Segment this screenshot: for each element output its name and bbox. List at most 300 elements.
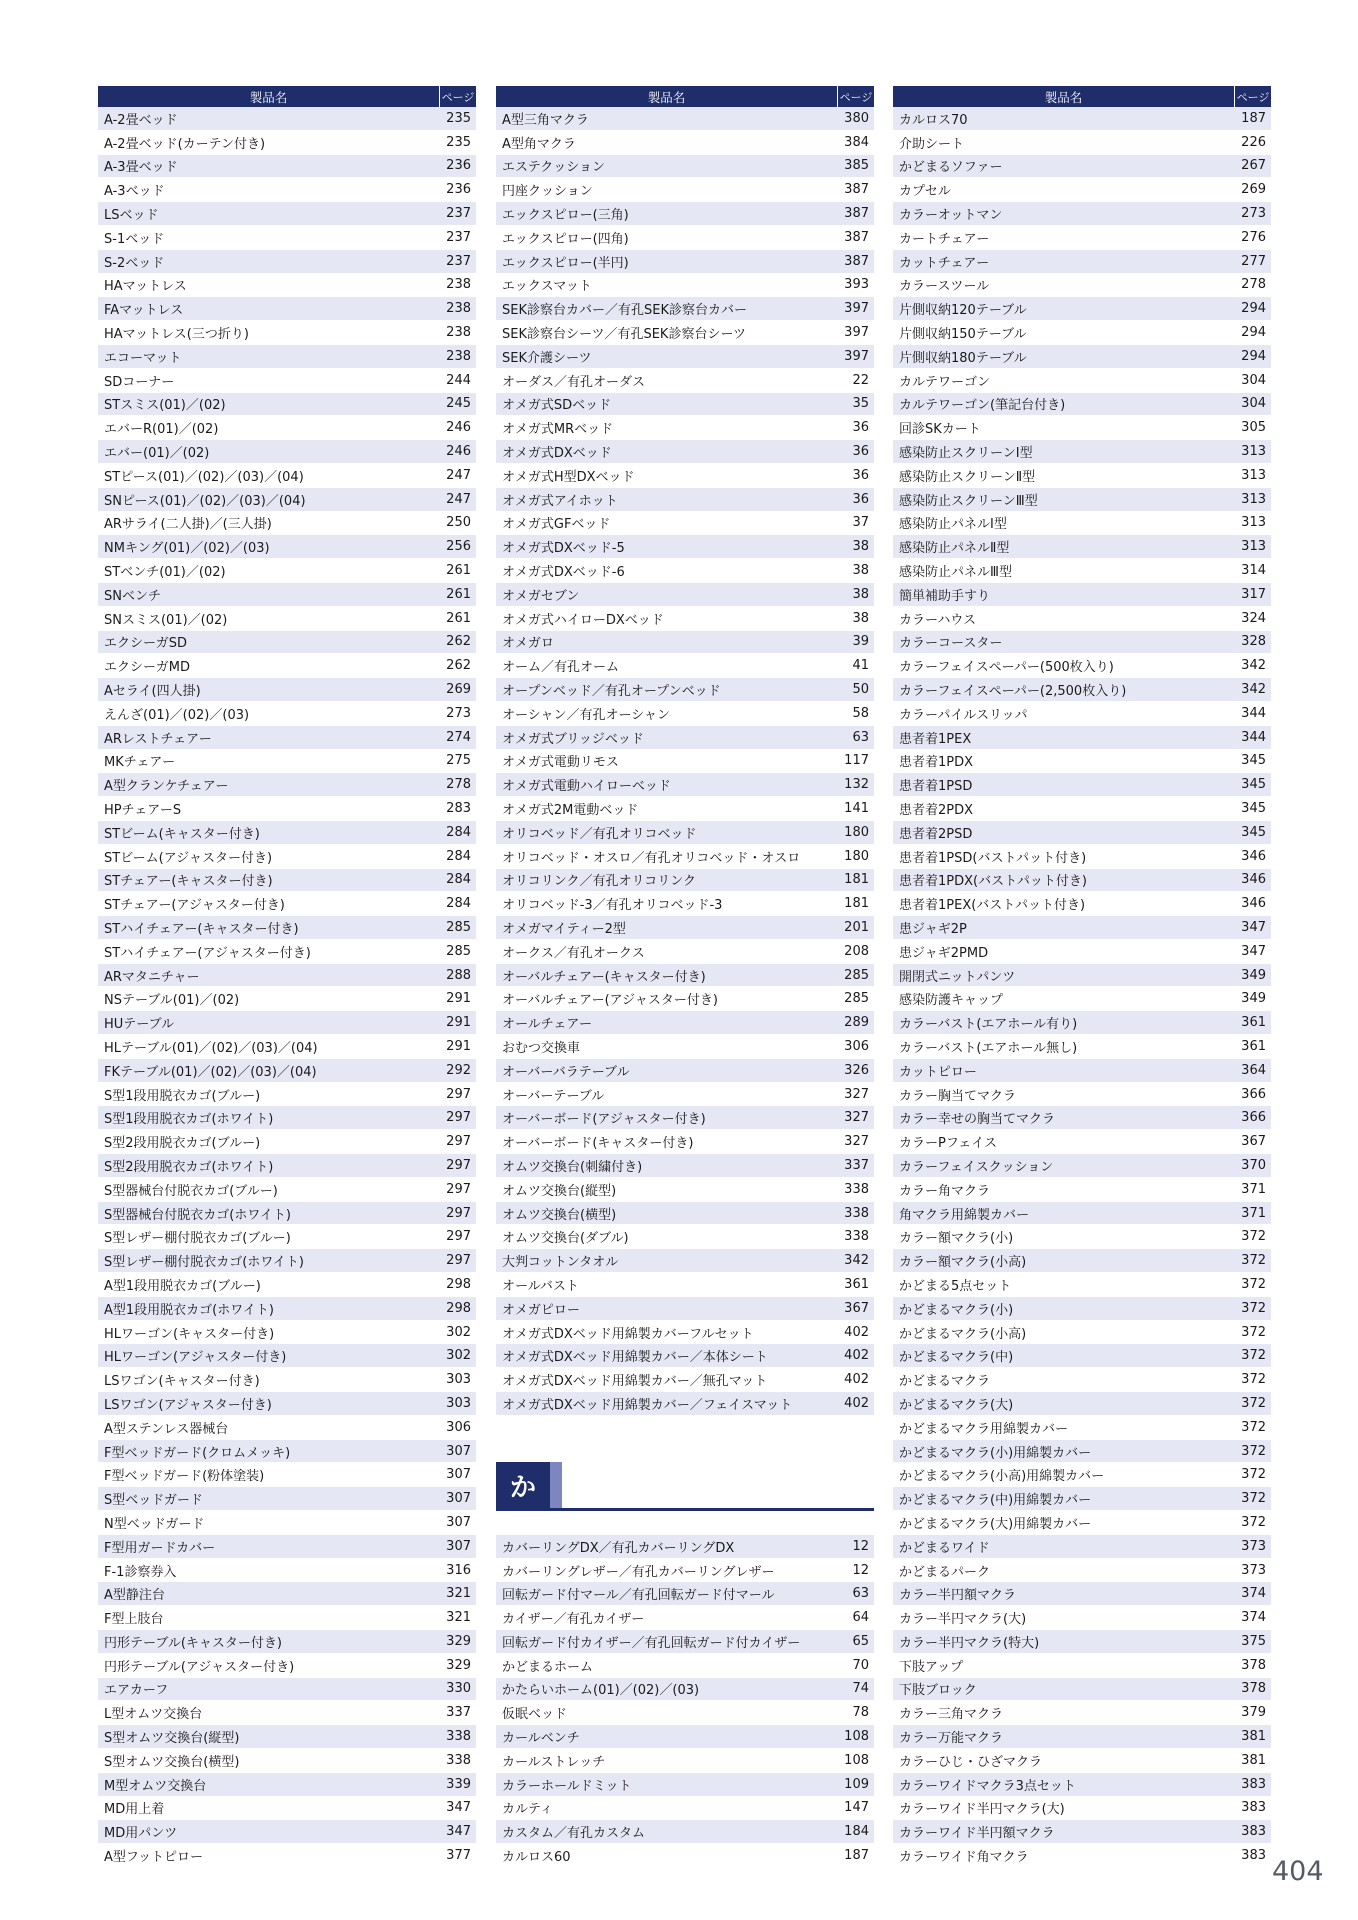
page-ref: 262 — [446, 634, 471, 650]
page-ref: 184 — [844, 1824, 869, 1840]
table-row — [893, 1178, 1271, 1202]
table-row — [98, 1154, 476, 1178]
table-row — [893, 1606, 1271, 1630]
table-row — [496, 1582, 874, 1606]
table-row — [496, 964, 874, 988]
product-name: オムツ交換台(ダブル) — [502, 1231, 629, 1247]
product-name: S型器械台付脱衣カゴ(ブルー) — [104, 1183, 278, 1199]
page-ref: 297 — [446, 1229, 471, 1245]
page-ref: 397 — [844, 348, 869, 364]
table-row — [893, 226, 1271, 250]
page-ref: 305 — [1241, 420, 1266, 436]
product-name: オメガ式電動リモス — [502, 755, 619, 771]
table-row — [496, 678, 874, 702]
page-ref: 372 — [1241, 1467, 1266, 1483]
page-ref: 226 — [1241, 134, 1266, 150]
page-ref: 381 — [1241, 1729, 1266, 1745]
product-name: カスタム／有孔カスタム — [502, 1826, 646, 1842]
page-ref: 285 — [844, 991, 869, 1007]
product-name: カラーひじ・ひざマクラ — [899, 1754, 1043, 1770]
table-row — [496, 892, 874, 916]
table-row — [496, 440, 874, 464]
page-ref: 402 — [844, 1372, 869, 1388]
product-name: 患ジャギ2P — [899, 921, 967, 937]
product-name: おむつ交換車 — [502, 1040, 581, 1056]
product-name: カラーホールドミット — [502, 1778, 632, 1794]
page-ref: 285 — [446, 919, 471, 935]
product-name: カラー万能マクラ — [899, 1731, 1004, 1747]
table-row — [893, 1225, 1271, 1249]
table-row — [893, 678, 1271, 702]
table-row — [496, 155, 874, 179]
table-row — [893, 1844, 1271, 1868]
table-row — [893, 845, 1271, 869]
page-ref: 387 — [844, 253, 869, 269]
page-ref: 344 — [1241, 729, 1266, 745]
page-ref: 372 — [1241, 1276, 1266, 1292]
product-name: カルロス60 — [502, 1850, 571, 1866]
table-row — [98, 1011, 476, 1035]
page-ref: 338 — [446, 1729, 471, 1745]
table-row — [496, 1559, 874, 1583]
table-row — [98, 1749, 476, 1773]
table-body — [893, 107, 1271, 1868]
product-name: オールチェアー — [502, 1017, 592, 1033]
product-name: カルロス70 — [899, 112, 968, 128]
table-row — [893, 274, 1271, 298]
table-row — [496, 940, 874, 964]
table-row — [893, 750, 1271, 774]
product-name: オーバーボード(アジャスター付き) — [502, 1112, 706, 1128]
page-ref: 372 — [1241, 1253, 1266, 1269]
page-ref: 372 — [1241, 1372, 1266, 1388]
page-ref: 39 — [852, 634, 869, 650]
table-row — [98, 226, 476, 250]
product-name: 感染防止スクリーンⅢ型 — [899, 493, 1038, 509]
product-name: カルテワーゴン(筆記台付き) — [899, 398, 1066, 414]
page-ref: 387 — [844, 206, 869, 222]
product-name: オメガ式SDベッド — [502, 398, 612, 414]
table-row — [98, 1106, 476, 1130]
table-row — [893, 1654, 1271, 1678]
page-ref: 307 — [446, 1491, 471, 1507]
product-name: オメガ式電動ハイローベッド — [502, 779, 671, 795]
table-row — [98, 1059, 476, 1083]
page-ref: 347 — [446, 1800, 471, 1816]
page-ref: 347 — [1241, 919, 1266, 935]
page-ref: 372 — [1241, 1514, 1266, 1530]
product-name: カラーワイド半円額マクラ — [899, 1826, 1055, 1842]
product-name: HLワーゴン(アジャスター付き) — [104, 1350, 287, 1366]
product-name: オメガ式DXベッド用綿製カバーフルセット — [502, 1326, 754, 1342]
product-name: カラー額マクラ(小高) — [899, 1255, 1027, 1271]
product-name: F-1診察券入 — [104, 1564, 177, 1580]
table-body — [98, 107, 476, 1868]
spacer-row — [496, 1511, 874, 1535]
product-name: かどまるホーム — [502, 1659, 594, 1675]
product-name: オーダス／有孔オーダス — [502, 374, 646, 390]
product-name: カバーリングレザー／有孔カバーリングレザー — [502, 1564, 775, 1580]
table-row — [893, 393, 1271, 417]
page-ref: 303 — [446, 1372, 471, 1388]
page-ref: 297 — [446, 1110, 471, 1126]
product-name: カラーフェイスペーパー(2,500枚入り) — [899, 684, 1127, 700]
page-ref: 108 — [844, 1729, 869, 1745]
product-name: カラー半円額マクラ — [899, 1588, 1017, 1604]
product-name: カラー半円マクラ(特大) — [899, 1635, 1040, 1651]
table-row — [893, 107, 1271, 131]
product-name: オメガ式MRベッド — [502, 422, 614, 438]
table-row — [893, 726, 1271, 750]
product-name: カラーコースター — [899, 636, 1003, 652]
page-ref: 372 — [1241, 1395, 1266, 1411]
table-row — [893, 964, 1271, 988]
table-row — [98, 1273, 476, 1297]
table-row — [893, 654, 1271, 678]
product-name: オメガロ — [502, 636, 554, 652]
table-row — [893, 1368, 1271, 1392]
table-row — [496, 274, 874, 298]
product-name: STチェアー(アジャスター付き) — [104, 898, 285, 914]
table-row — [893, 416, 1271, 440]
page-ref: 274 — [446, 729, 471, 745]
product-name: カラーワイド角マクラ — [899, 1850, 1029, 1866]
table-row — [893, 702, 1271, 726]
page-ref: 338 — [844, 1181, 869, 1197]
product-name: カルティ — [502, 1802, 553, 1818]
table-row — [98, 940, 476, 964]
table-row — [98, 1844, 476, 1868]
table-row — [893, 1154, 1271, 1178]
product-name: F型ベッドガード(粉体塗装) — [104, 1469, 265, 1485]
table-row — [893, 535, 1271, 559]
table-row — [98, 178, 476, 202]
product-table-column-2 — [496, 86, 874, 1868]
table-row — [893, 1559, 1271, 1583]
table-row — [496, 1606, 874, 1630]
product-name: 患者着1PSD — [899, 779, 973, 795]
table-row — [98, 1630, 476, 1654]
product-name: カラーフェイスペーパー(500枚入り) — [899, 660, 1114, 676]
product-name: エバーR(01)／(02) — [104, 422, 219, 438]
product-name: かどまるマクラ(小) — [899, 1302, 1014, 1318]
product-name: えんざ(01)／(02)／(03) — [104, 707, 250, 723]
table-row — [496, 1178, 874, 1202]
page-ref: 346 — [1241, 848, 1266, 864]
page-ref: 36 — [852, 444, 869, 460]
page-ref: 117 — [844, 753, 869, 769]
product-name: A型ステンレス器械台 — [104, 1421, 229, 1437]
table-row — [98, 559, 476, 583]
table-row — [98, 297, 476, 321]
product-name: カイザー／有孔カイザー — [502, 1612, 645, 1628]
product-name: かどまるワイド — [899, 1540, 990, 1556]
product-name: L型オムツ交換台 — [104, 1707, 203, 1723]
page-ref: 342 — [844, 1253, 869, 1269]
table-row — [496, 1130, 874, 1154]
page-ref: 383 — [1241, 1800, 1266, 1816]
product-name: オムツ交換台(縦型) — [502, 1183, 617, 1199]
product-name: オーバーバラテーブル — [502, 1064, 630, 1080]
page-ref: 38 — [852, 563, 869, 579]
product-name: カラー額マクラ(小) — [899, 1231, 1014, 1247]
product-name: FAマットレス — [104, 303, 184, 319]
table-row — [496, 1297, 874, 1321]
table-row — [893, 464, 1271, 488]
table-row — [496, 178, 874, 202]
table-row — [893, 583, 1271, 607]
table-row — [98, 869, 476, 893]
product-name: SDコーナー — [104, 374, 175, 390]
product-name: オメガ式DXベッド — [502, 446, 612, 462]
table-body — [496, 1535, 874, 1868]
page-ref: 378 — [1241, 1657, 1266, 1673]
product-name: Aセライ(四人掛) — [104, 684, 201, 700]
page-ref: 304 — [1241, 396, 1266, 412]
table-row — [893, 1321, 1271, 1345]
table-row — [893, 250, 1271, 274]
page-ref: 383 — [1241, 1848, 1266, 1864]
page-ref: 344 — [1241, 705, 1266, 721]
product-name: オメガ式ブリッジベッド — [502, 731, 644, 747]
product-name: 患者着1PEX — [899, 731, 972, 747]
page-ref: 247 — [446, 491, 471, 507]
page-ref: 294 — [1241, 325, 1266, 341]
product-name: F型上肢台 — [104, 1612, 164, 1628]
page-ref: 380 — [844, 110, 869, 126]
product-name: A型クランケチェアー — [104, 779, 229, 795]
table-row — [893, 1344, 1271, 1368]
table-row — [98, 654, 476, 678]
product-name: F型用ガードカバー — [104, 1540, 216, 1556]
table-row — [893, 1392, 1271, 1416]
table-row — [893, 773, 1271, 797]
page-ref: 38 — [852, 539, 869, 555]
table-row — [893, 1773, 1271, 1797]
product-name: オールバスト — [502, 1278, 579, 1294]
page-ref: 370 — [1241, 1157, 1266, 1173]
page-ref: 313 — [1241, 467, 1266, 483]
table-row — [98, 155, 476, 179]
product-name: 感染防止パネルⅡ型 — [899, 541, 1010, 557]
product-table-column-3 — [893, 86, 1271, 1868]
table-row — [893, 1463, 1271, 1487]
page-ref: 346 — [1241, 896, 1266, 912]
page-ref: 273 — [446, 705, 471, 721]
page-ref: 285 — [844, 967, 869, 983]
product-name: S型2段用脱衣カゴ(ブルー) — [104, 1136, 261, 1152]
page-ref: 374 — [1241, 1586, 1266, 1602]
page-ref: 374 — [1241, 1610, 1266, 1626]
table-row — [893, 797, 1271, 821]
table-row — [98, 440, 476, 464]
page-ref: 244 — [446, 372, 471, 388]
table-row — [893, 1678, 1271, 1702]
page-ref: 141 — [844, 801, 869, 816]
product-name: 患ジャギ2PMD — [899, 945, 989, 961]
page-ref: 237 — [446, 253, 471, 269]
product-name: オメガ式DXベッド用綿製カバー／無孔マット — [502, 1374, 768, 1390]
table-row — [98, 1820, 476, 1844]
table-row — [496, 1225, 874, 1249]
product-name: 患者着1PSD(バストパット付き) — [899, 850, 1087, 866]
product-name: カラー半円マクラ(大) — [899, 1612, 1027, 1628]
table-row — [98, 726, 476, 750]
product-name: かどまるマクラ(大) — [899, 1397, 1014, 1413]
table-row — [496, 1797, 874, 1821]
page-ref: 269 — [446, 682, 471, 698]
table-row — [893, 345, 1271, 369]
page-ref: 330 — [446, 1681, 471, 1697]
product-name: オーム／有孔オーム — [502, 660, 620, 676]
product-name: カールストレッチ — [502, 1754, 606, 1770]
page-ref: 36 — [852, 491, 869, 507]
page-ref: 375 — [1241, 1633, 1266, 1649]
table-row — [98, 512, 476, 536]
page-ref: 246 — [446, 444, 471, 460]
product-name: ARサライ(二人掛)／(三人掛) — [104, 517, 272, 533]
product-name: カルテワーゴン — [899, 374, 991, 390]
page-ref: 372 — [1241, 1229, 1266, 1245]
product-name: エクシーガMD — [104, 660, 190, 676]
product-name: オムツ交換台(横型) — [502, 1207, 617, 1223]
page-ref: 387 — [844, 229, 869, 245]
table-row — [98, 416, 476, 440]
product-name: STハイチェアー(アジャスター付き) — [104, 945, 311, 961]
page-ref: 377 — [446, 1848, 471, 1864]
table-row — [893, 178, 1271, 202]
table-row — [496, 107, 874, 131]
table-row — [98, 1225, 476, 1249]
page-ref: 238 — [446, 348, 471, 364]
page-ref: 261 — [446, 563, 471, 579]
table-row — [98, 607, 476, 631]
page-ref: 339 — [446, 1776, 471, 1792]
table-body — [496, 107, 874, 1416]
page-ref: 324 — [1241, 610, 1266, 626]
table-row — [98, 1701, 476, 1725]
page-ref: 284 — [446, 896, 471, 912]
table-row — [496, 1654, 874, 1678]
page-ref: 181 — [844, 896, 869, 912]
table-row — [893, 1487, 1271, 1511]
page-ref: 288 — [446, 967, 471, 983]
product-name: HUテーブル — [104, 1017, 175, 1033]
product-name: かどまるソファー — [899, 160, 1003, 176]
page-ref: 393 — [844, 277, 869, 293]
table-row — [98, 1559, 476, 1583]
page-ref: 338 — [446, 1752, 471, 1768]
table-row — [496, 369, 874, 393]
product-name: A-3畳ベッド — [104, 160, 178, 176]
table-row — [98, 250, 476, 274]
table-row — [98, 1202, 476, 1226]
table-row — [496, 1368, 874, 1392]
product-name: エコーマット — [104, 350, 182, 366]
product-name: カプセル — [899, 184, 951, 200]
page-ref: 367 — [844, 1300, 869, 1316]
section-tab: か — [496, 1462, 550, 1509]
product-name: ARマタニチャー — [104, 969, 200, 985]
table-row — [496, 726, 874, 750]
page-ref: 180 — [844, 824, 869, 840]
table-row — [496, 1630, 874, 1654]
table-row — [496, 702, 874, 726]
table-row — [98, 107, 476, 131]
product-name: カラーフェイスクッション — [899, 1159, 1054, 1175]
product-name: 患者着1PDX — [899, 755, 974, 771]
page-ref: 313 — [1241, 515, 1266, 531]
table-row — [893, 512, 1271, 536]
table-row — [98, 892, 476, 916]
section-header-ka — [496, 1440, 874, 1511]
product-name: SNベンチ — [104, 588, 161, 604]
page-ref: 327 — [844, 1134, 869, 1150]
product-name: SEK診察台カバー／有孔SEK診察台カバー — [502, 303, 747, 319]
product-name: LSワゴン(キャスター付き) — [104, 1374, 260, 1390]
product-name: カラーワイドマクラ3点セット — [899, 1778, 1076, 1794]
product-name: カラー三角マクラ — [899, 1707, 1004, 1723]
product-name: かどまる5点セット — [899, 1278, 1012, 1294]
page-ref: 236 — [446, 182, 471, 198]
page-ref: 187 — [1241, 110, 1266, 126]
page-ref: 342 — [1241, 658, 1266, 674]
table-row — [98, 1249, 476, 1273]
header-product-name: 製品名 — [1044, 89, 1083, 105]
table-row — [893, 1797, 1271, 1821]
table-row — [893, 1273, 1271, 1297]
page-ref: 237 — [446, 229, 471, 245]
product-name: N型ベッドガード — [104, 1516, 205, 1532]
page-ref: 329 — [446, 1633, 471, 1649]
table-row — [98, 1416, 476, 1440]
page-ref: 338 — [844, 1229, 869, 1245]
product-name: カラー幸せの胸当てマクラ — [899, 1112, 1056, 1128]
table-row — [496, 607, 874, 631]
page-ref: 298 — [446, 1276, 471, 1292]
table-row — [496, 1273, 874, 1297]
table-row — [893, 1582, 1271, 1606]
table-row — [893, 155, 1271, 179]
table-row — [98, 1344, 476, 1368]
table-row — [98, 1083, 476, 1107]
page-ref: 262 — [446, 658, 471, 674]
product-name: オーバーテーブル — [502, 1088, 605, 1104]
table-row — [496, 1344, 874, 1368]
product-name: オメガセブン — [502, 588, 580, 604]
product-name: かどまるマクラ(小高) — [899, 1326, 1027, 1342]
product-name: カバーリングDX／有孔カバーリングDX — [502, 1540, 735, 1556]
page-ref: 237 — [446, 206, 471, 222]
table-row — [98, 678, 476, 702]
product-name: 下肢アップ — [899, 1659, 964, 1675]
product-name: かどまるマクラ(中)用綿製カバー — [899, 1493, 1092, 1509]
table-row — [893, 488, 1271, 512]
page-ref: 278 — [1241, 277, 1266, 293]
product-name: カラーパイルスリッパ — [899, 707, 1028, 723]
page-ref: 276 — [1241, 229, 1266, 245]
page-ref: 345 — [1241, 824, 1266, 840]
page-ref: 275 — [446, 753, 471, 769]
page-ref: 328 — [1241, 634, 1266, 650]
product-name: SNスミス(01)／(02) — [104, 612, 228, 628]
table-row — [893, 1297, 1271, 1321]
table-header — [893, 86, 1271, 107]
page-ref: 337 — [844, 1157, 869, 1173]
product-name: オメガ式DXベッド-5 — [502, 541, 625, 557]
product-name: 感染防止パネルⅠ型 — [899, 517, 1007, 533]
product-name: S型1段用脱衣カゴ(ホワイト) — [104, 1112, 274, 1128]
